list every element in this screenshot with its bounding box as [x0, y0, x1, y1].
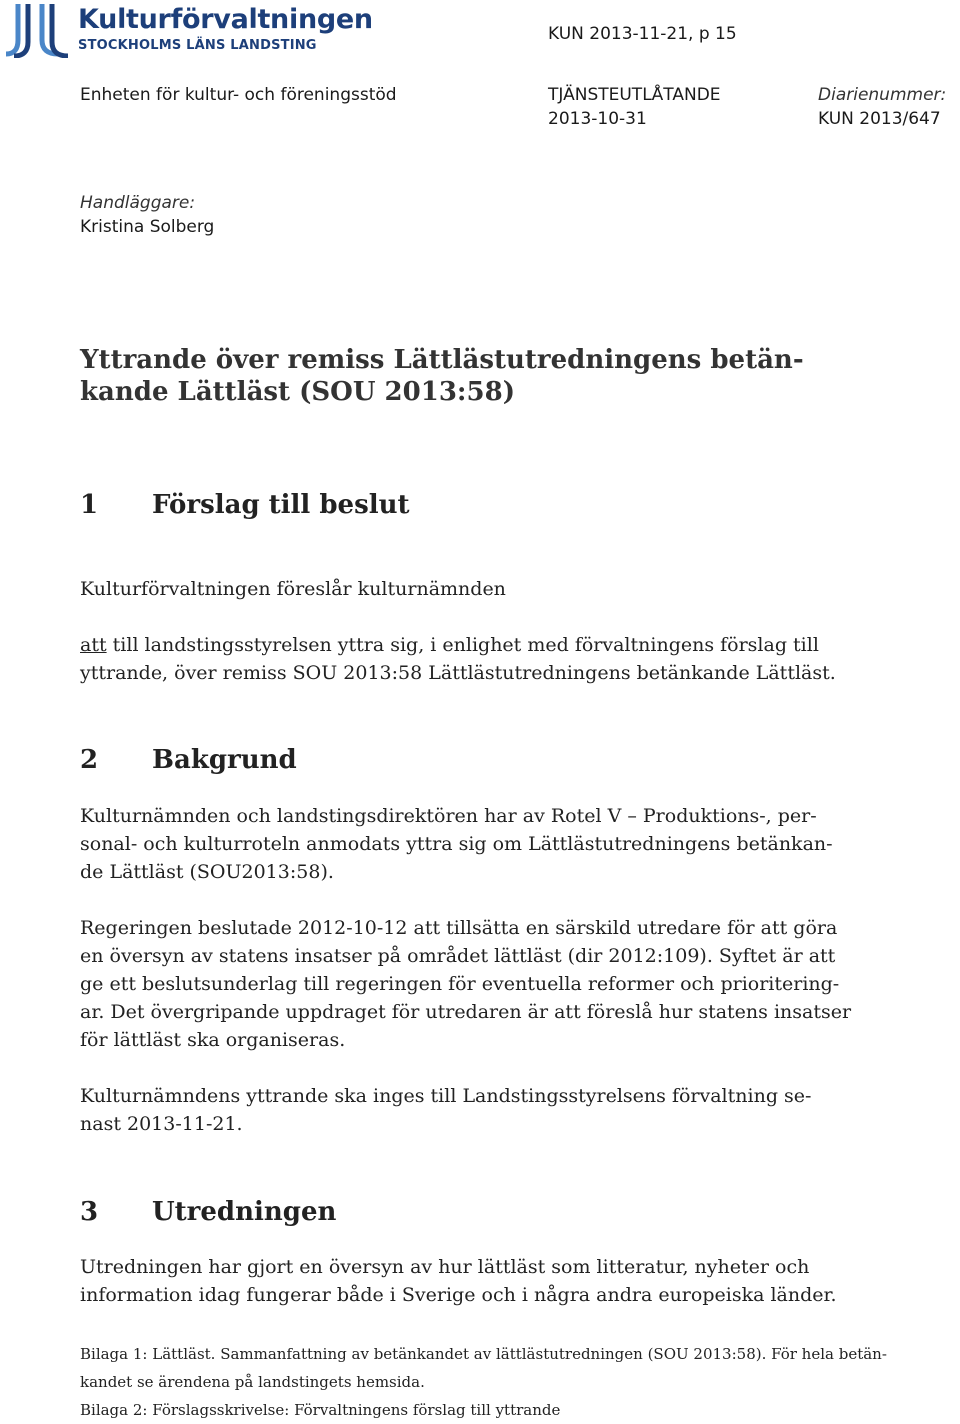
- section-2-heading: Bakgrund: [152, 745, 297, 775]
- logo-title: Kulturförvaltningen: [78, 4, 373, 35]
- paragraph-line: Regeringen beslutade 2012-10-12 att tillsätta en särskild utredare för att göra: [80, 917, 838, 939]
- section-3-paragraph-1: [80, 1253, 860, 1309]
- title-line: kande Lättläst (SOU 2013:58): [80, 377, 516, 407]
- paragraph-line: information idag fungerar både i Sverige och i några andra europeiska länder.: [80, 1284, 837, 1306]
- page-reference: KUN 2013-11-21, p 15: [548, 24, 737, 44]
- logo-subtitle: STOCKHOLMS LÄNS LANDSTING: [78, 38, 317, 53]
- paragraph-line: ar. Det övergripande uppdraget för utredaren är att föreslå hur statens insatser: [80, 1001, 852, 1023]
- paragraph-line: Utredningen har gjort en översyn av hur lättläst som litteratur, nyheter och: [80, 1256, 810, 1278]
- attachments-note: [80, 1340, 887, 1424]
- section-1-heading: Förslag till beslut: [152, 490, 410, 520]
- document-date: 2013-10-31: [548, 109, 647, 129]
- handler-name: Kristina Solberg: [80, 217, 215, 237]
- attachment-line: Bilaga 1: Lättläst. Sammanfattning av betänkandet av lättlästutredningen (SOU 2013:58). För hela betän-: [80, 1345, 887, 1363]
- proposal-line: till landstingsstyrelsen yttra sig, i enlighet med förvaltningens förslag till: [106, 634, 819, 656]
- section-2-paragraph-3: [80, 1082, 860, 1138]
- section-3-number: 3: [80, 1197, 99, 1227]
- paragraph-line: de Lättläst (SOU2013:58).: [80, 861, 334, 883]
- section-2-paragraph-2: [80, 914, 860, 1054]
- section-2-paragraph-1: [80, 802, 860, 886]
- paragraph-line: Kulturnämndens yttrande ska inges till Landstingsstyrelsens förvaltning se-: [80, 1085, 812, 1107]
- proposal-line: yttrande, över remiss SOU 2013:58 Lättlästutredningens betänkande Lättläst.: [80, 662, 836, 684]
- title-line: Yttrande över remiss Lättlästutredningens betän-: [80, 345, 804, 375]
- diary-number: KUN 2013/647: [818, 109, 941, 129]
- section-1-proposal: [80, 631, 860, 687]
- paragraph-line: en översyn av statens insatser på området lättläst (dir 2012:109). Syftet är att: [80, 945, 836, 967]
- section-3-heading: Utredningen: [152, 1197, 337, 1227]
- section-1-intro: Kulturförvaltningen föreslår kulturnämnden: [80, 578, 506, 600]
- section-2-number: 2: [80, 745, 99, 775]
- attachment-line: Bilaga 2: Förslagsskrivelse: Förvaltningens förslag till yttrande: [80, 1401, 561, 1419]
- paragraph-line: för lättläst ska organiseras.: [80, 1029, 346, 1051]
- attachment-line: kandet se ärendena på landstingets hemsida.: [80, 1373, 425, 1391]
- paragraph-line: nast 2013-11-21.: [80, 1113, 243, 1135]
- document-type: TJÄNSTEUTLÅTANDE: [548, 85, 721, 105]
- section-1-number: 1: [80, 490, 99, 520]
- handler-label: Handläggare:: [80, 193, 196, 213]
- paragraph-line: ge ett beslutsunderlag till regeringen för eventuella reformer och prioritering-: [80, 973, 840, 995]
- att-word: att: [80, 634, 107, 656]
- document-title: [80, 344, 840, 408]
- diary-label: Diarienummer:: [818, 85, 947, 105]
- unit-name: Enheten för kultur- och föreningsstöd: [80, 85, 397, 105]
- paragraph-line: Kulturnämnden och landstingsdirektören har av Rotel V – Produktions-, per-: [80, 805, 817, 827]
- paragraph-line: sonal- och kulturroteln anmodats yttra sig om Lättlästutredningens betänkan-: [80, 833, 833, 855]
